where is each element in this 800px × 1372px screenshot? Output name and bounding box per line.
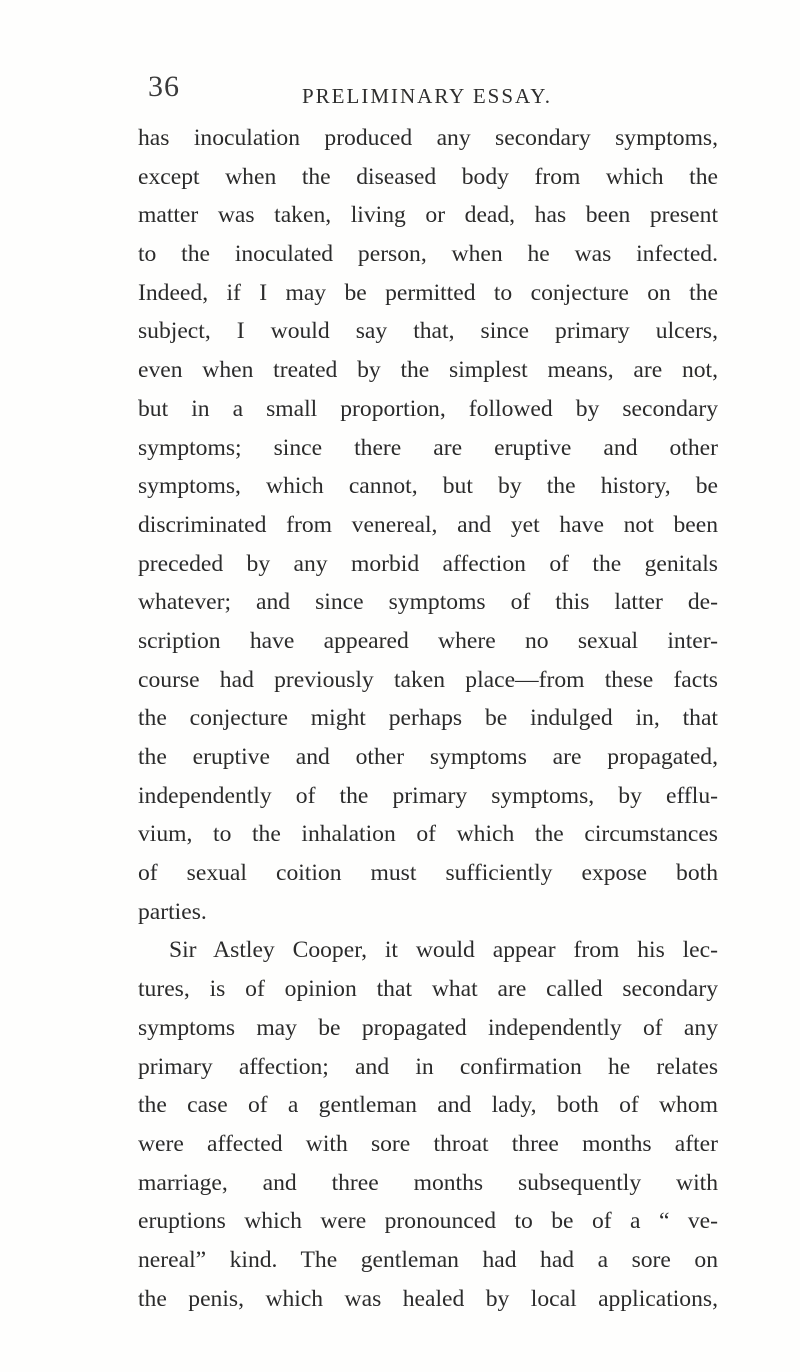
text-line: symptoms, which cannot, but by the history, be <box>138 473 718 500</box>
text-line: nereal” kind. The gentleman had had a sore on <box>138 1246 718 1273</box>
page-number: 36 <box>148 70 180 103</box>
text-line: except when the diseased body from which the <box>138 163 718 190</box>
text-line: symptoms may be propagated independently of any <box>138 1014 718 1041</box>
text-line: to the inoculated person, when he was infected. <box>138 241 718 268</box>
text-line: discriminated from venereal, and yet have not been <box>138 511 718 538</box>
text-line: whatever; and since symptoms of this latter de- <box>138 589 718 616</box>
text-line: even when treated by the simplest means, are not, <box>138 357 718 384</box>
text-line: the conjecture might perhaps be indulged in, that <box>138 705 718 732</box>
text-line: eruptions which were pronounced to be of a “ ve- <box>138 1208 718 1235</box>
body-text <box>138 119 718 1318</box>
text-line: Indeed, if I may be permitted to conjecture on the <box>138 279 718 306</box>
text-line: the penis, which was healed by local applications, <box>138 1285 718 1312</box>
text-line: but in a small proportion, followed by secondary <box>138 395 718 422</box>
text-line: were affected with sore throat three months after <box>138 1130 718 1157</box>
text-line: preceded by any morbid affection of the genitals <box>138 550 718 577</box>
text-line: has inoculation produced any secondary symptoms, <box>138 125 718 151</box>
text-line: course had previously taken place—from these facts <box>138 666 718 693</box>
text-line: parties. <box>138 898 207 925</box>
running-head: PRELIMINARY ESSAY. <box>302 84 552 108</box>
text-line: symptoms; since there are eruptive and other <box>138 434 718 461</box>
text-line: subject, I would say that, since primary ulcers, <box>138 318 718 345</box>
text-line: tures, is of opinion that what are called secondary <box>138 976 718 1003</box>
text-line: primary affection; and in confirmation he relates <box>138 1053 718 1080</box>
text-line: the eruptive and other symptoms are propagated, <box>138 744 718 770</box>
text-line: independently of the primary symptoms, by efflu- <box>138 782 718 809</box>
text-line: matter was taken, living or dead, has been present <box>138 202 718 229</box>
text-line: marriage, and three months subsequently with <box>138 1169 718 1196</box>
text-line: of sexual coition must sufficiently expose both <box>138 860 718 887</box>
text-line: vium, to the inhalation of which the circumstances <box>138 821 718 848</box>
text-line: scription have appeared where no sexual inter- <box>138 627 718 654</box>
text-line: the case of a gentleman and lady, both of whom <box>138 1092 718 1119</box>
text-line: Sir Astley Cooper, it would appear from his lec- <box>169 937 718 964</box>
